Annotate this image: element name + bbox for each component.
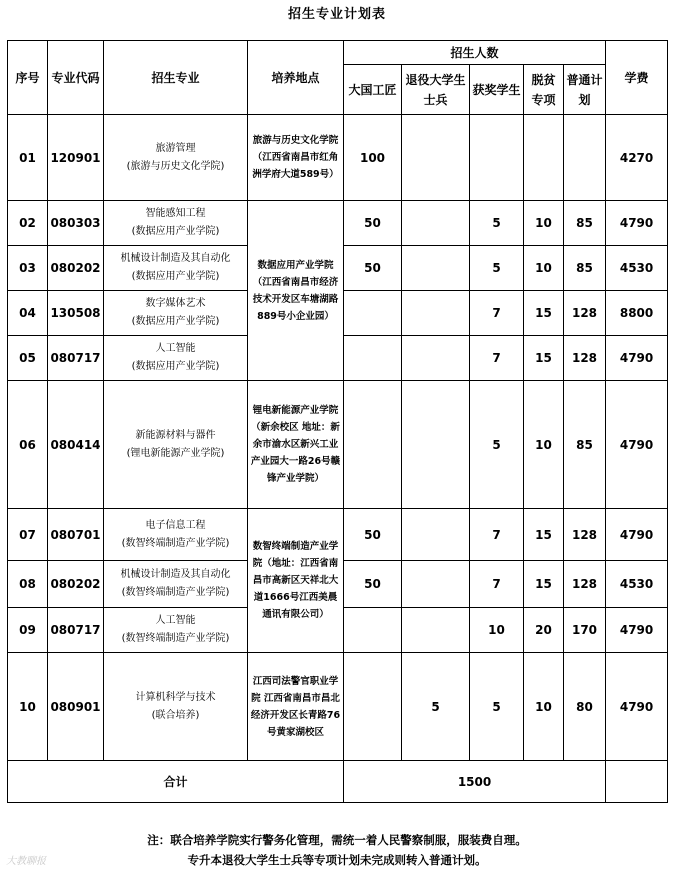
row-general: 85 <box>564 201 606 246</box>
row-fee: 4790 <box>606 509 668 561</box>
row-major <box>104 608 248 653</box>
row-code: 080701 <box>48 509 104 561</box>
major-college: (数智终端制造产业学院) <box>121 537 230 549</box>
row-craftsman: 50 <box>344 201 402 246</box>
row-seq: 01 <box>8 115 48 201</box>
row-poverty: 15 <box>524 291 564 336</box>
row-poverty <box>524 115 564 201</box>
header-seq: 序号 <box>8 41 48 115</box>
row-award: 10 <box>470 608 524 653</box>
row-general: 80 <box>564 653 606 761</box>
row-major <box>104 653 248 761</box>
header-craftsman: 大国工匠 <box>344 65 402 115</box>
row-location: 锂电新能源产业学院（新余校区 地址：新余市渝水区新兴工业产业园大一路26号赣锋产业学院） <box>248 381 344 509</box>
row-veteran: 5 <box>402 653 470 761</box>
row-code: 080414 <box>48 381 104 509</box>
row-general: 170 <box>564 608 606 653</box>
row-award: 5 <box>470 653 524 761</box>
row-general: 128 <box>564 291 606 336</box>
row-craftsman: 50 <box>344 561 402 608</box>
row-award: 5 <box>470 201 524 246</box>
row-location: 江西司法警官职业学院 江西省南昌市昌北经济开发区长青路76号黄家湖校区 <box>248 653 344 761</box>
row-general: 85 <box>564 246 606 291</box>
major-college: (联合培养) <box>151 709 200 721</box>
row-veteran <box>402 561 470 608</box>
major-name: 人工智能 <box>155 615 196 626</box>
major-name: 机械设计制造及其自动化 <box>120 253 231 264</box>
row-craftsman: 50 <box>344 246 402 291</box>
row-location: 旅游与历史文化学院（江西省南昌市红角洲学府大道589号） <box>248 115 344 201</box>
row-major <box>104 115 248 201</box>
major-college: (旅游与历史文化学院) <box>126 160 225 172</box>
row-general: 128 <box>564 561 606 608</box>
row-veteran <box>402 381 470 509</box>
row-code: 080901 <box>48 653 104 761</box>
table-row <box>8 381 668 509</box>
enrollment-plan-table <box>7 40 668 803</box>
row-seq: 03 <box>8 246 48 291</box>
major-name: 计算机科学与技术 <box>135 691 216 703</box>
row-fee: 8800 <box>606 291 668 336</box>
row-craftsman <box>344 653 402 761</box>
row-veteran <box>402 291 470 336</box>
major-college: (数智终端制造产业学院) <box>121 587 230 598</box>
row-award <box>470 115 524 201</box>
major-name: 人工智能 <box>155 343 196 354</box>
major-college: (数据应用产业学院) <box>131 361 220 372</box>
row-veteran <box>402 336 470 381</box>
major-name: 旅游管理 <box>155 142 196 154</box>
row-major <box>104 381 248 509</box>
row-veteran <box>402 608 470 653</box>
header-veteran: 退役大学生士兵 <box>402 65 470 115</box>
row-poverty: 15 <box>524 336 564 381</box>
row-award: 7 <box>470 336 524 381</box>
row-craftsman: 50 <box>344 509 402 561</box>
row-code: 120901 <box>48 115 104 201</box>
major-college: (数据应用产业学院) <box>131 226 220 237</box>
row-seq: 08 <box>8 561 48 608</box>
row-poverty: 15 <box>524 561 564 608</box>
row-seq: 09 <box>8 608 48 653</box>
row-poverty: 15 <box>524 509 564 561</box>
row-major <box>104 201 248 246</box>
row-fee: 4530 <box>606 246 668 291</box>
row-craftsman <box>344 336 402 381</box>
row-craftsman: 100 <box>344 115 402 201</box>
row-seq: 02 <box>8 201 48 246</box>
row-fee: 4790 <box>606 336 668 381</box>
row-fee: 4790 <box>606 201 668 246</box>
row-fee: 4790 <box>606 381 668 509</box>
row-code: 080202 <box>48 561 104 608</box>
row-veteran <box>402 509 470 561</box>
row-major <box>104 509 248 561</box>
row-seq: 06 <box>8 381 48 509</box>
major-name: 机械设计制造及其自动化 <box>120 569 231 580</box>
row-major <box>104 561 248 608</box>
row-award: 7 <box>470 509 524 561</box>
row-general <box>564 115 606 201</box>
row-craftsman <box>344 291 402 336</box>
footnote-line-1: 注：联合培养学院实行警务化管理，需统一着人民警察制服，服装费自理。 <box>147 833 527 847</box>
row-major <box>104 246 248 291</box>
footnotes <box>0 830 674 870</box>
row-major <box>104 336 248 381</box>
header-fee: 学费 <box>606 41 668 115</box>
major-name: 智能感知工程 <box>145 208 206 219</box>
row-seq: 05 <box>8 336 48 381</box>
row-award: 5 <box>470 381 524 509</box>
row-seq: 04 <box>8 291 48 336</box>
header-major: 招生专业 <box>104 41 248 115</box>
page-title: 招生专业计划表 <box>287 7 386 22</box>
header-quota-group: 招生人数 <box>344 41 606 65</box>
row-fee: 4270 <box>606 115 668 201</box>
row-craftsman <box>344 381 402 509</box>
major-college: (数智终端制造产业学院) <box>121 633 230 644</box>
row-seq: 10 <box>8 653 48 761</box>
table-row <box>8 653 668 761</box>
total-value: 1500 <box>344 761 606 803</box>
row-code: 080202 <box>48 246 104 291</box>
row-fee: 4530 <box>606 561 668 608</box>
row-location: 数智终端制造产业学院（地址：江西省南昌市高新区天祥北大道1666号江西美晨通讯有限公司） <box>248 509 344 653</box>
row-veteran <box>402 201 470 246</box>
total-label: 合计 <box>8 761 344 803</box>
row-general: 128 <box>564 336 606 381</box>
row-general: 85 <box>564 381 606 509</box>
row-fee: 4790 <box>606 653 668 761</box>
row-general: 128 <box>564 509 606 561</box>
total-fee-empty <box>606 761 668 803</box>
row-veteran <box>402 246 470 291</box>
major-college: (数据应用产业学院) <box>131 271 220 282</box>
row-fee: 4790 <box>606 608 668 653</box>
row-craftsman <box>344 608 402 653</box>
table-row <box>8 201 668 246</box>
header-code: 专业代码 <box>48 41 104 115</box>
row-award: 7 <box>470 291 524 336</box>
major-name: 电子信息工程 <box>145 519 206 531</box>
row-poverty: 10 <box>524 246 564 291</box>
row-code: 130508 <box>48 291 104 336</box>
row-poverty: 20 <box>524 608 564 653</box>
header-location: 培养地点 <box>248 41 344 115</box>
major-college: (锂电新能源产业学院) <box>126 447 225 459</box>
footnote-line-2: 专升本退役大学生士兵等专项计划未完成则转入普通计划。 <box>187 853 487 867</box>
header-general: 普通计划 <box>564 65 606 115</box>
row-award: 7 <box>470 561 524 608</box>
major-name: 数字媒体艺术 <box>145 298 206 309</box>
row-seq: 07 <box>8 509 48 561</box>
major-college: (数据应用产业学院) <box>131 316 220 327</box>
row-code: 080303 <box>48 201 104 246</box>
row-major <box>104 291 248 336</box>
row-poverty: 10 <box>524 381 564 509</box>
major-name: 新能源材料与器件 <box>135 429 216 441</box>
table-row <box>8 115 668 201</box>
row-code: 080717 <box>48 336 104 381</box>
header-poverty: 脱贫专项 <box>524 65 564 115</box>
table-row <box>8 509 668 561</box>
row-poverty: 10 <box>524 653 564 761</box>
watermark: 大教聊报 <box>6 856 46 867</box>
row-poverty: 10 <box>524 201 564 246</box>
header-award: 获奖学生 <box>470 65 524 115</box>
row-code: 080717 <box>48 608 104 653</box>
row-location: 数据应用产业学院（江西省南昌市经济技术开发区车塘湖路889号小企业园） <box>248 201 344 381</box>
row-award: 5 <box>470 246 524 291</box>
row-veteran <box>402 115 470 201</box>
total-row <box>8 761 668 803</box>
